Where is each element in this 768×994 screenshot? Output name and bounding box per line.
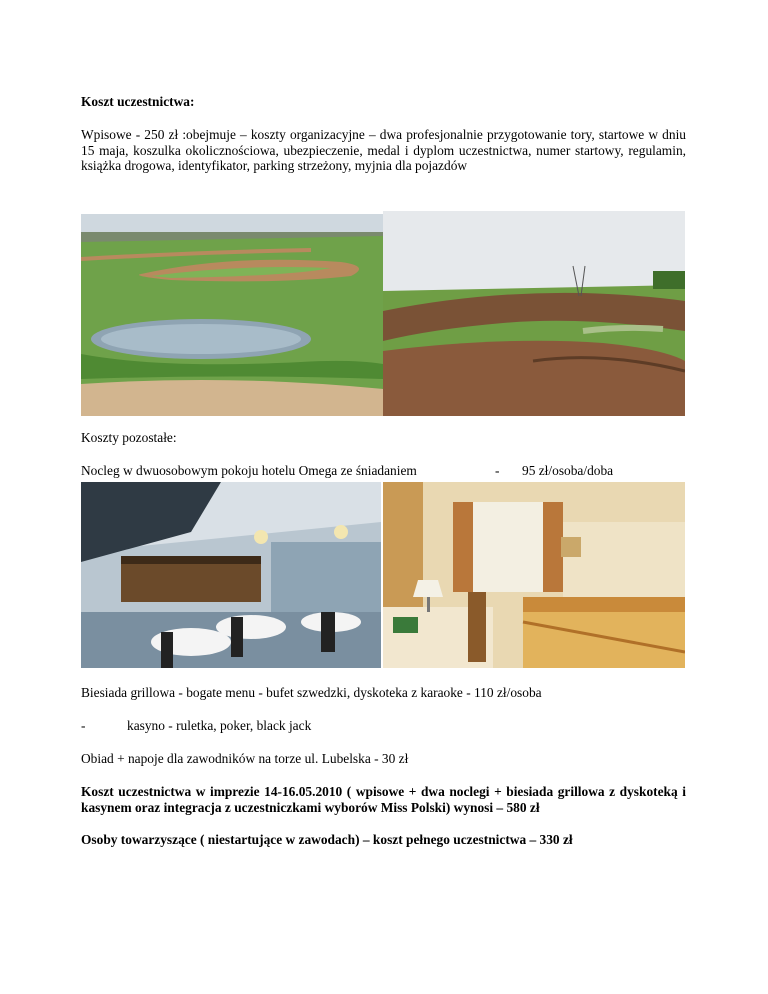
lunch-paragraph: Obiad + napoje dla zawodników na torze ul. Lubelska - 30 zł (81, 751, 409, 766)
hotel-room-photo (383, 482, 685, 668)
accommodation-label: Nocleg w dwuosobowym pokoju hotelu Omega ze śniadaniem (81, 463, 417, 478)
accommodation-price: 95 zł/osoba/doba (522, 463, 614, 478)
casino-dash: - (81, 718, 86, 733)
track-photo-pond (81, 214, 383, 416)
casino-text: kasyno - ruletka, poker, black jack (127, 718, 312, 733)
grill-paragraph: Biesiada grillowa - bogate menu - bufet szwedzki, dyskoteka z karaoke - 110 zł/osoba (81, 685, 542, 700)
track-photo-dirt (383, 211, 685, 416)
accommodation-dash: - (495, 463, 500, 478)
entry-fee-paragraph: Wpisowe - 250 zł :obejmuje – koszty organizacyjne – dwa profesjonalnie przygotowanie tory, startowe w dniu 15 maja, koszulka okolicznościowa, ubezpieczenie, medal i dyplom uczestnictwa, numer startowy, regulamin, książka drogowa, identyfikator, parking strzeżony, myjnia dla pojazdów (81, 127, 686, 173)
section-heading: Koszt uczestnictwa: (81, 94, 195, 109)
restaurant-photo (81, 482, 381, 668)
total-cost-paragraph: Koszt uczestnictwa w imprezie 14-16.05.2010 ( wpisowe + dwa noclegi + biesiada grillowa z dyskoteką i kasynem oraz integracja z uczestniczkami wyborów Miss Polski) wynosi – 580 zł (81, 784, 686, 815)
companions-cost-paragraph: Osoby towarzyszące ( niestartujące w zawodach) – koszt pełnego uczestnictwa – 330 zł (81, 832, 573, 847)
other-costs-label: Koszty pozostałe: (81, 430, 177, 445)
